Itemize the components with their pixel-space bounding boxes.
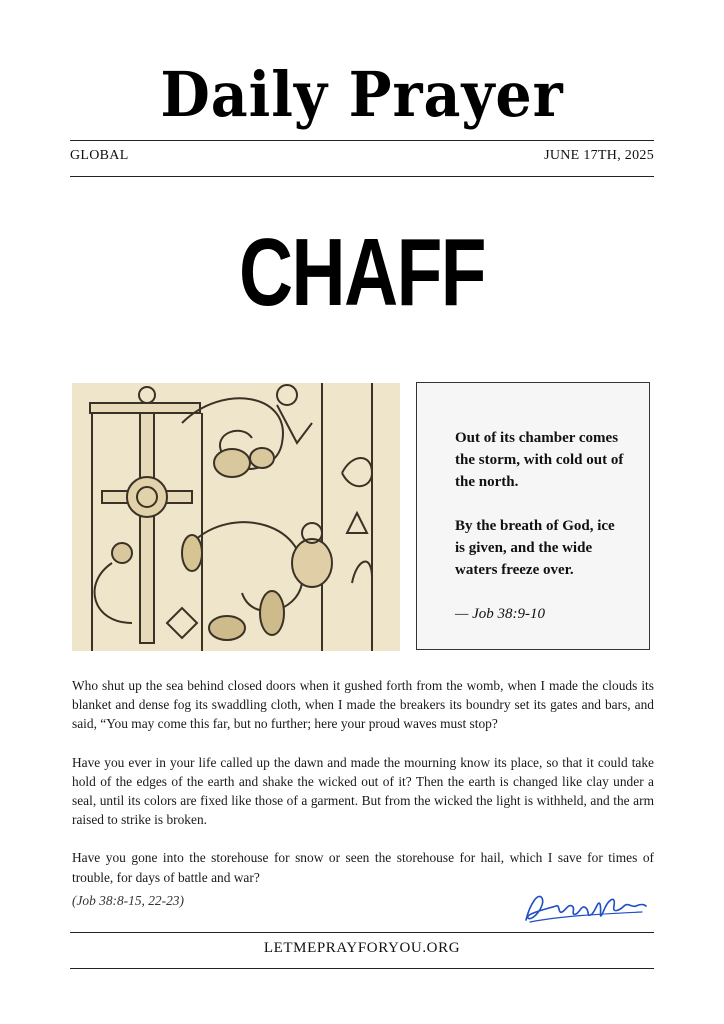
body-paragraph-3: Have you gone into the storehouse for snow or seen the storehouse for hail, which I save for times of trouble, for days of battle and war? xyxy=(72,850,654,885)
top-divider xyxy=(70,140,654,141)
signature xyxy=(520,884,650,928)
quote-reference: — Job 38:9-10 xyxy=(455,606,545,622)
body-text xyxy=(72,676,654,906)
region-label: GLOBAL xyxy=(70,148,129,163)
body-paragraph-2: Have you ever in your life called up the dawn and made the mourning know its place, so that it could take hold of the edges of the earth and shake the wicked out of it? Then the earth is changed like clay under a seal, until its colors are fixed like those of a garment. But from the wicked the light is withheld, and the arm raised to strike is broken. xyxy=(72,754,654,828)
scripture-citation: (Job 38:8-15, 22-23) xyxy=(72,893,184,908)
masthead-title: Daily Prayer xyxy=(160,58,564,131)
quote-stanza-1: Out of its chamber comes the storm, with cold out of the north. xyxy=(455,430,624,490)
quote-stanza-2: By the breath of God, ice is given, and the wide waters freeze over. xyxy=(455,518,615,578)
footer-top-divider xyxy=(70,932,654,933)
quote-box xyxy=(416,382,650,650)
ornamental-engraving xyxy=(72,383,400,651)
handwritten-signature-icon xyxy=(520,884,650,928)
meta-divider xyxy=(70,176,654,177)
headline: CHAFF xyxy=(239,219,485,326)
ornamental-engraving-icon xyxy=(72,383,400,651)
footer-site-link[interactable]: LETMEPRAYFORYOU.ORG xyxy=(263,940,461,956)
date-label: JUNE 17TH, 2025 xyxy=(544,148,654,163)
footer-bottom-divider xyxy=(70,968,654,969)
body-paragraph-1: Who shut up the sea behind closed doors when it gushed forth from the womb, when I made the clouds its blanket and dense fog its swaddling cloth, when I made the breakers its boundry set its gates and bars, and said, “You may come this far, but no further; here your proud waves must stop? xyxy=(72,678,654,732)
